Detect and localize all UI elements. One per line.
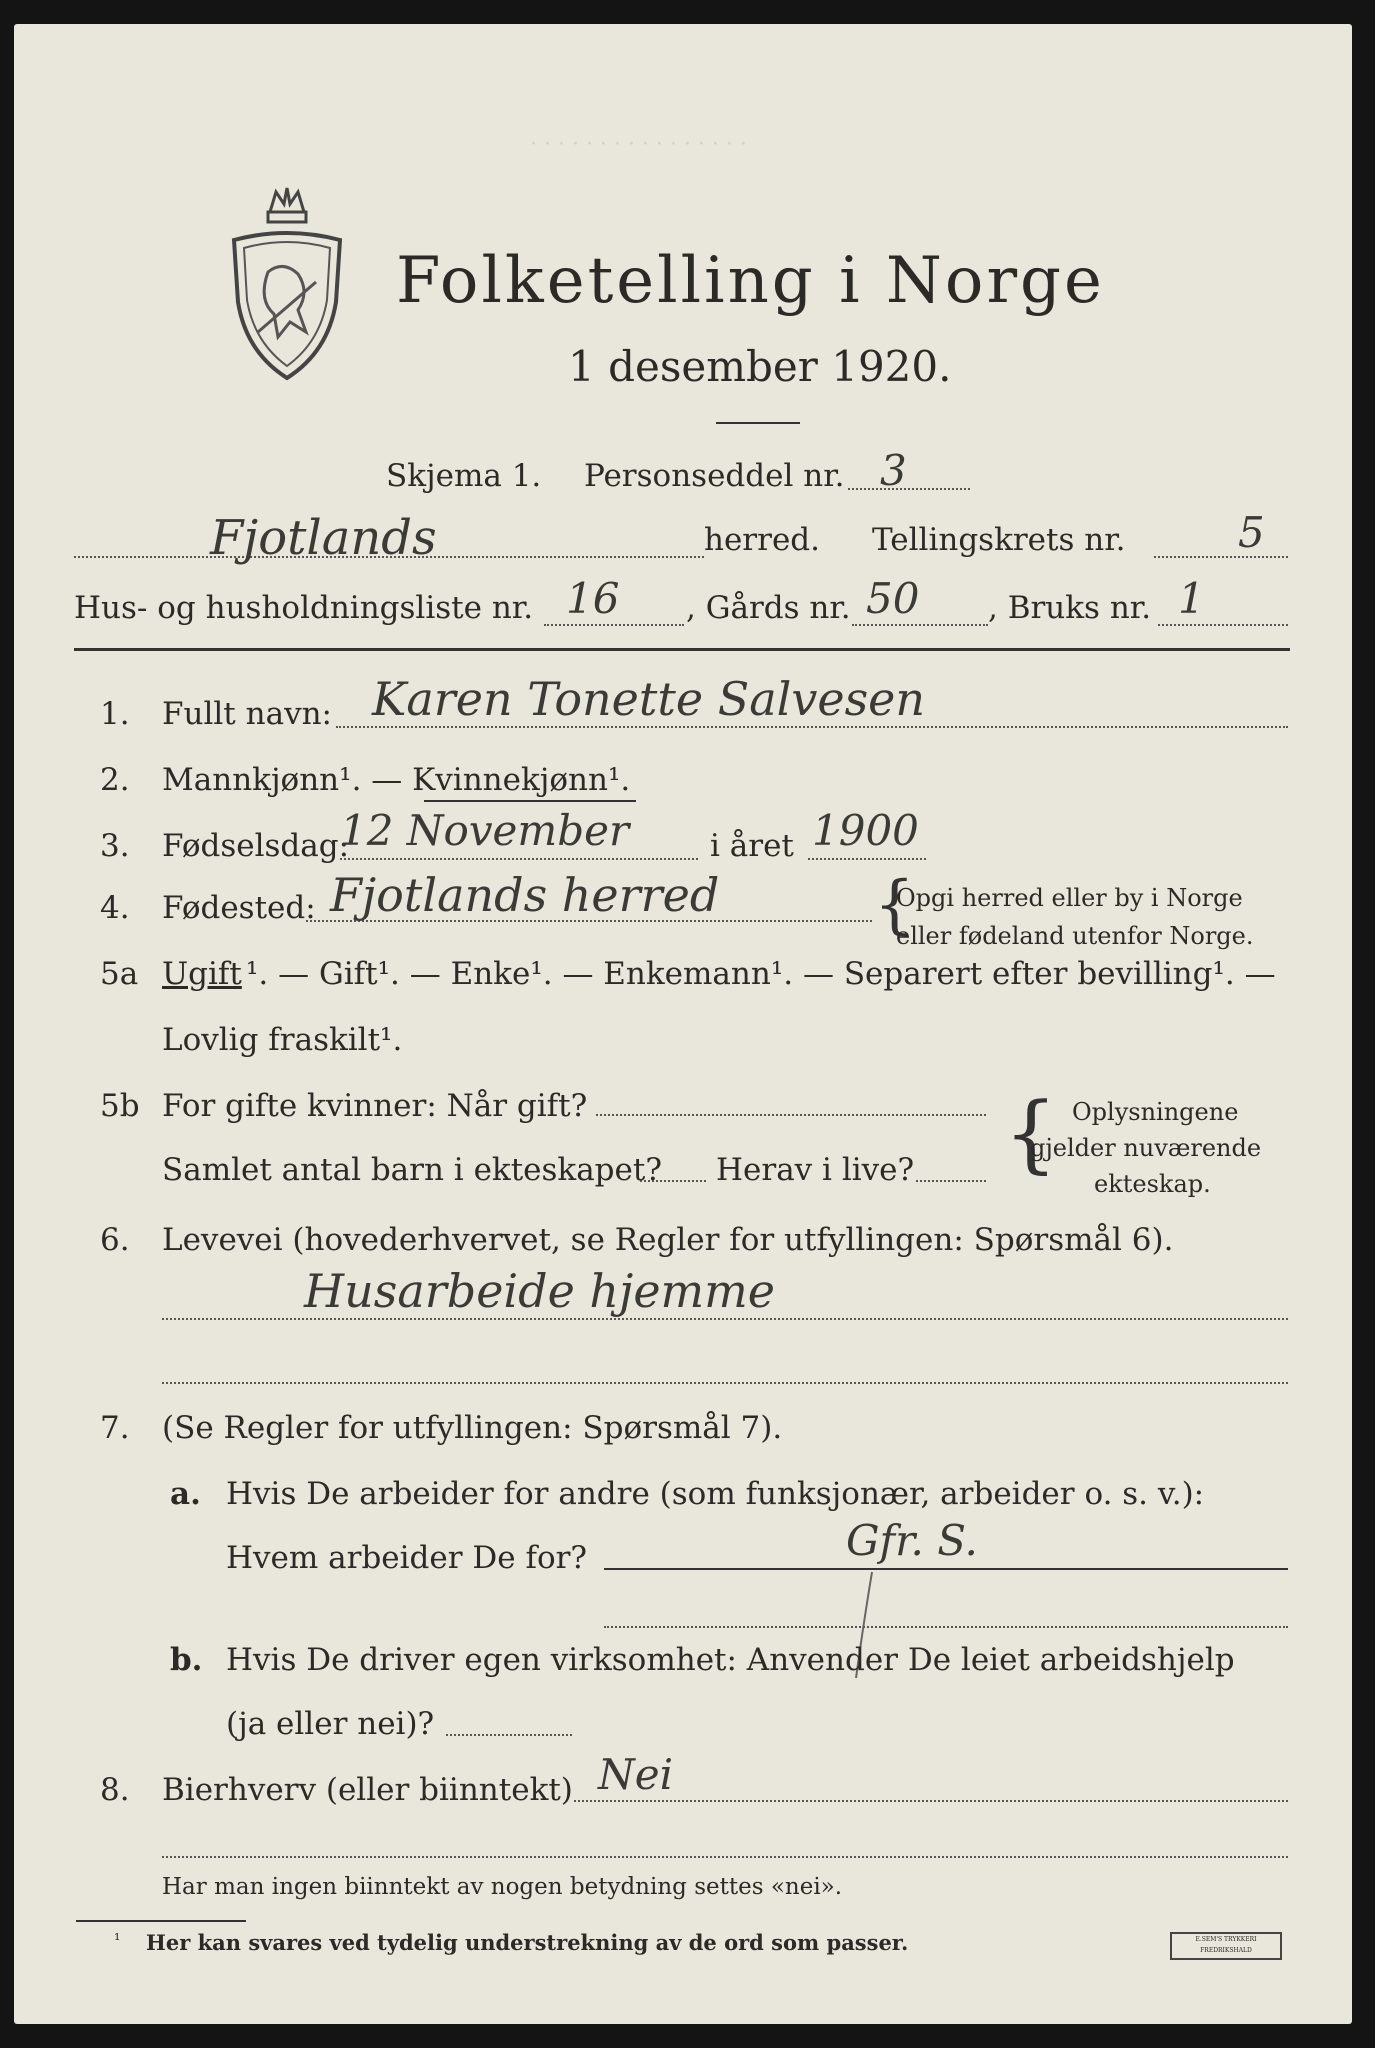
birthdate-value: 12 November	[340, 806, 630, 855]
marital-ugift: Ugift	[162, 956, 242, 992]
bruks-value: 1	[1178, 574, 1205, 623]
personseddel-label: Personseddel nr.	[584, 458, 845, 494]
q6-label: Levevei (hovederhvervet, se Regler for utfyllingen: Spørsmål 6).	[162, 1222, 1174, 1258]
q7a-number: a.	[170, 1476, 201, 1512]
q1-label: Fullt navn:	[162, 696, 332, 732]
husliste-label: Hus- og husholdningsliste nr.	[74, 590, 534, 626]
q8-label: Bierhverv (eller biinntekt)	[162, 1772, 573, 1808]
occupation-value: Husarbeide hjemme	[304, 1264, 776, 1318]
gender-options: Mannkjønn¹. — Kvinnekjønn¹.	[162, 762, 631, 798]
birthplace-value: Fjotlands herred	[330, 868, 720, 922]
kvinnekjonn-underline	[424, 800, 636, 802]
full-name-value: Karen Tonette Salvesen	[372, 672, 926, 726]
q6-number: 6.	[100, 1222, 130, 1258]
gards-label: , Gårds nr.	[686, 590, 851, 626]
q5b-note-3: ekteskap.	[1094, 1170, 1211, 1198]
marital-fraskilt: Lovlig fraskilt¹.	[162, 1022, 403, 1058]
birthyear-value: 1900	[812, 806, 919, 855]
q5b-when-married: For gifte kvinner: Når gift?	[162, 1088, 588, 1124]
herred-label: herred.	[704, 522, 820, 558]
herred-value: Fjotlands	[210, 510, 437, 566]
q5b-alive: Herav i live?	[716, 1152, 915, 1188]
gards-value: 50	[866, 574, 920, 623]
personseddel-value: 3	[880, 446, 907, 495]
printer-stamp: E.SEM'S TRYKKERI FREDRIKSHALD	[1170, 1932, 1282, 1960]
bruks-label: , Bruks nr.	[988, 590, 1152, 626]
footnote-text: Her kan svares ved tydelig understrekning av de ord som passer.	[146, 1930, 909, 1955]
coat-of-arms-icon	[228, 182, 346, 382]
q5a-number: 5a	[100, 956, 139, 992]
q7-number: 7.	[100, 1410, 130, 1446]
q7b-number: b.	[170, 1642, 203, 1678]
q4-label: Fødested:	[162, 890, 316, 926]
q5b-children: Samlet antal barn i ekteskapet?	[162, 1152, 662, 1188]
tellingskrets-label: Tellingskrets nr.	[872, 522, 1126, 558]
q7b-question: Hvis De driver egen virksomhet: Anvender De leiet arbeidshjelp	[226, 1642, 1235, 1678]
q2-number: 2.	[100, 762, 130, 798]
q4-number: 4.	[100, 890, 130, 926]
marital-options: ¹. — Gift¹. — Enke¹. — Enkemann¹. — Separert efter bevilling¹. —	[246, 956, 1276, 992]
census-date: 1 desember 1920.	[568, 342, 952, 391]
tellingskrets-value: 5	[1238, 508, 1265, 557]
husliste-value: 16	[566, 574, 620, 623]
title-divider	[716, 422, 800, 424]
footnote-divider	[76, 1920, 246, 1922]
footnote-number: ¹	[114, 1930, 121, 1949]
header-divider	[74, 648, 1290, 651]
employer-value: Gfr. S.	[846, 1516, 978, 1565]
q7a-employer-label: Hvem arbeider De for?	[226, 1540, 588, 1576]
q1-number: 1.	[100, 696, 130, 732]
q8-number: 8.	[100, 1772, 130, 1808]
birthplace-note-2: eller fødeland utenfor Norge.	[896, 922, 1254, 950]
birthplace-note-1: Opgi herred eller by i Norge	[896, 884, 1243, 912]
q3-label: Fødselsdag:	[162, 828, 350, 864]
q5b-note-2: gjelder nuværende	[1030, 1134, 1262, 1162]
year-label: i året	[710, 828, 794, 864]
q3-number: 3.	[100, 828, 130, 864]
q7-label: (Se Regler for utfyllingen: Spørsmål 7).	[162, 1410, 783, 1446]
skjema-label: Skjema 1.	[386, 458, 542, 494]
page-title: Folketelling i Norge	[396, 244, 1105, 318]
q5b-number: 5b	[100, 1088, 140, 1124]
q5b-note-1: Oplysningene	[1072, 1098, 1239, 1126]
q7a-question: Hvis De arbeider for andre (som funksjonær, arbeider o. s. v.):	[226, 1476, 1205, 1512]
side-income-value: Nei	[598, 1750, 674, 1799]
q7b-answer-label: (ja eller nei)?	[226, 1706, 435, 1742]
footer-note: Har man ingen biinntekt av nogen betydning settes «nei».	[162, 1874, 843, 1900]
